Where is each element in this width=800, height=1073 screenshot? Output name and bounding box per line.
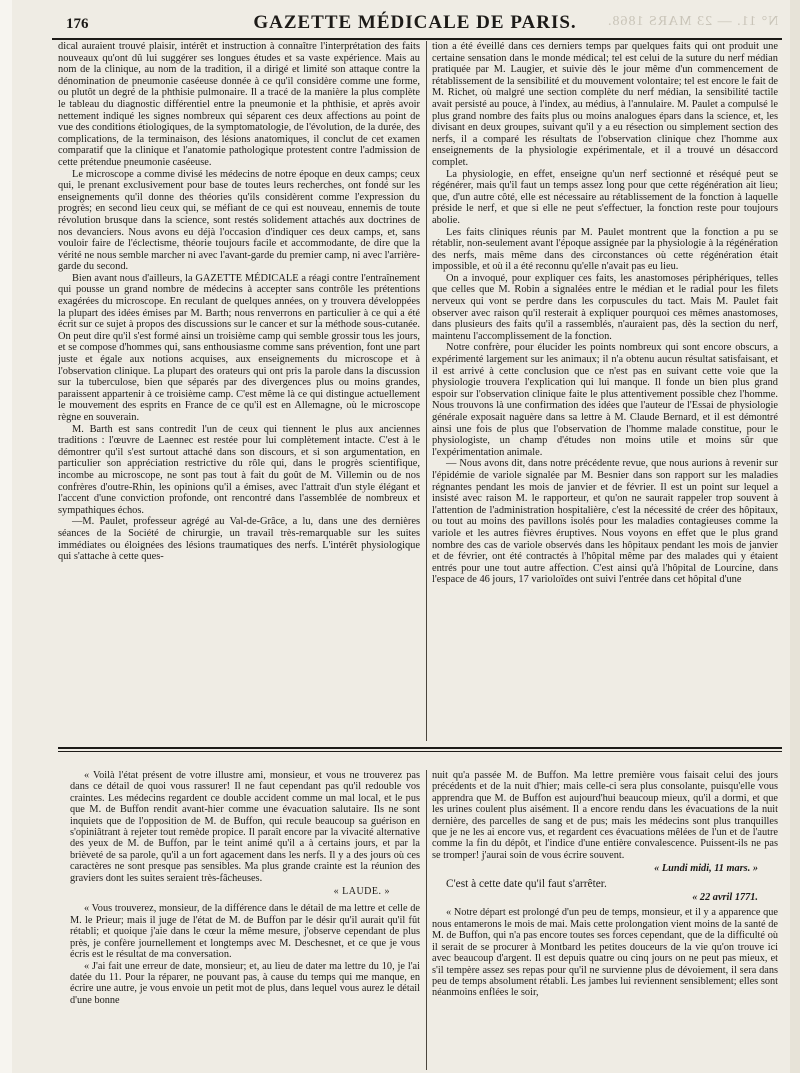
header-rule [52, 38, 782, 40]
paragraph: tion a été éveillé dans ces derniers temps par quelques faits qui ont produit une certaine sensation dans le monde médical; tel est celui de la suture du nerf médian pratiquée par M. Laugier, et suivie dès le jour même d'un commencement de rétablissement de la sensibilité et du mouvement volontaire; tel est encore le fait de M. Richet, où malgré une section complète du nerf médian, la sensibilité tactile avait persisté au pouce, à l'index, au médius, à l'annulaire. M. Paulet a compulsé le plus grand nombre des faits plus ou moins analogues épars dans la science, et, les divisant en deux groupes, suivant qu'il y a eu résection ou simplement section des nerfs, il a comparé les résultats de l'observation clinique chez l'homme aux enseignements de la physiologie expérimentale, et il a trouvé un désaccord complet. [432, 41, 778, 168]
paragraph: Le microscope a comme divisé les médecins de notre époque en deux camps; ceux qui, le prenant exclusivement pour base de toutes leurs recherches, ont fondé sur les enseignements qu'il donne des théories qu'ils considèrent comme l'expression du progrès; en second lieu ceux qui, se méfiant de ce qui est nouveau, ennemis de toute révolution brusque dans la science, sont restés solidement attachés aux doctrines de nos devanciers. Nous avons eu déjà l'occasion d'indiquer ces deux camps, et, sans vouloir faire de l'éclectisme, théorie toujours facile et accommodante, de dire que la vérité ne nous semble marcher ni avec l'avant-garde du premier camp, ni avec l'arrière-garde du second. [58, 168, 420, 273]
feuilleton-column-right [432, 770, 778, 1070]
paragraph: dical auraient trouvé plaisir, intérêt et instruction à connaître l'interprétation des faits nouveaux qu'ont dû lui suggérer ses longues études et sa vaste expérience. Mais au nom de la clinique, au nom de la tradition, il a dirigé et limité son attaque contre la dénomination de pneumonie caséeuse donnée à ce qu'il considère comme une forme, ou plutôt un degré de la phthisie pulmonaire. Il a tracé de la manière la plus complète le tableau du diagnostic différentiel entre la pneumonie et la phthisie, et après avoir nettement indiqué les signes nombreux qui séparent ces deux affections au point de vue des conditions étiologiques, de la symptomatologie, de l'évolution, de la durée, des complications, de la terminaison, des lésions anatomiques, il conclut de cet examen comparatif que la clinique et l'anatomie pathologique protestent contre l'admission de cette prétendue pneumonie caséeuse. [58, 41, 420, 168]
paragraph: Notre confrère, pour élucider les points nombreux qui sont encore obscurs, a expérimenté largement sur les animaux; il n'a obtenu aucun résultat satisfaisant, et il est arrivé à cette conclusion que ce n'est pas en suivant cette voie que la physiologie trouvera l'explication qui lui manque. Il fonde un bien plus grand espoir sur l'observation clinique faite le plus attentivement possible chez l'homme. Nous trouvons là une confirmation des idées que l'auteur de l'Essai de physiologie générale exposait naguère dans sa lettre à M. Claude Bernard, et il est démontré ainsi une fois de plus que l'observation de l'homme malade constitue, pour le physiologiste, un champ d'études non moins utile et moins sûr que l'expérimentation animale. [432, 342, 778, 458]
letter-paragraph: nuit qu'a passée M. de Buffon. Ma lettre première vous faisait celui des jours précédents et de la nuit d'hier; mais celle-ci sera plus consolante, puisqu'elle vous apprendra que M. de Buffon est aujourd'hui beaucoup mieux, qu'il a dormi, et que les urines coulent plus aisément. Il a encore rendu dans les évacuations de la nuit dernière, des parcelles de sang et de pus; mais les médecins sont plus tranquilles que je ne les ai encore vus, et regardent ces évacuations mêlées de l'un et de l'autre comme la fin du dépôt, et l'indice d'une entière convalescence. Puissent-ils ne pas se tromper! j'aurai soin de vous écrire souvent. [432, 770, 778, 861]
column-divider [426, 41, 427, 741]
letter-paragraph: « Notre départ est prolongé d'un peu de temps, monsieur, et il y a apparence que nous entamerons le mois de mai. Mais cette prolongation vient moins de la santé de M. de Buffon, qui n'a pas encore toutes ses forces cependant, que de la difficulté où il serait de se procurer à Montbard les petites douceurs de la vie qu'on trouve ici avec beaucoup d'argent. Il est depuis quatre ou cinq jours on ne peut pas mieux, et s'il tempère assez ses repas pour qu'il ne survienne plus de dévoiement, il sera dans peu de temps absolument rétabli. Les jambes lui reviennent sensiblement; elles sont néanmoins enflées le soir, [432, 907, 778, 999]
feuilleton-rule [58, 747, 782, 749]
feuilleton-rule-thin [58, 751, 782, 752]
page-edge-right [790, 0, 800, 1073]
letter-paragraph: « J'ai fait une erreur de date, monsieur; et, au lieu de dater ma lettre du 10, je l'ai datée du 11. Pour la réparer, ne pouvant pas, à cause du temps qui me manque, en écrire une autre, je vous envoie un petit mot de plus, dans lequel vous aurez le détail d'une bonne [70, 960, 420, 1006]
paragraph: On a invoqué, pour expliquer ces faits, les anastomoses périphériques, telles que celles que M. Robin a signalées entre le médian et le radial pour les filets nerveux qui vont se perdre dans les corpuscules du tact. Mais M. Paulet fait observer avec raison qu'il resterait à expliquer pourquoi ces mêmes anastomoses, dans plusieurs des faits qu'il a rassemblés, n'auraient pas, dès la section du nerf, maintenu l'accomplissement de la fonction. [432, 272, 778, 342]
paragraph: La physiologie, en effet, enseigne qu'un nerf sectionné et réséqué peut se régénérer, mais qu'il faut un temps assez long pour que cette régénération ait lieu; que, d'un autre côté, elle est nécessaire au rétablissement de la fonction à laquelle préside le nerf, et que si elle ne peut s'effectuer, la fonction reste pour toujours abolie. [432, 168, 778, 226]
editor-note: C'est à cette date qu'il faut s'arrêter. [446, 877, 607, 890]
column-divider [426, 770, 427, 1070]
letter-paragraph: « Voilà l'état présent de votre illustre ami, monsieur, et vous ne trouverez pas dans ce détail de quoi vous rassurer! Il ne faut cependant pas qu'il redouble vos craintes. Les médecins regardent ce double accident comme un mal local, et le pus que M. de Buffon rendit avant-hier comme une évacuation salutaire. Ils ne sont inquiets que de l'opposition de M. de Buffon, qui recule beaucoup sa guérison en s'opiniâtrant à rejeter tout remède propice. Il paraît encore par la vivacité alternative des yeux de M. de Buffon, par le teint animé qu'il a à certains jours, et par la brièveté de sa parole, qu'il a un fort agacement dans les nerfs. Il y a des jours où ces caractères ne sont presque pas sensibles. Ma plus grande crainte est la réunion des graviers dont les suites seraient très-fâcheuses. [70, 770, 420, 884]
paragraph: —M. Paulet, professeur agrégé au Val-de-Grâce, a lu, dans une des dernières séances de la Société de chirurgie, un travail très-remarquable sur les suites immédiates ou éloignées des lésions traumatiques des nerfs. L'intérêt physiologique qui s'attache à cette ques- [58, 516, 420, 563]
paragraph: Bien avant nous d'ailleurs, la GAZETTE MÉDICALE a réagi contre l'entraînement qui pousse un grand nombre de médecins à accepter sans contrôle les prétentions exagérées du microscope. En reculant de quelques années, on y trouvera développées la plupart des idées émises par M. Barth; nous renverrons en particulier à ce qui a été écrit sur ce sujet à propos des discussions sur le cancer et sur la méthode sous-cutanée. On peut dire qu'il s'est formé ainsi un troisième camp qui semble grossir tous les jours, et se compose d'hommes qui, sans enthousiasme comme sans prévention, font une part juste et égale aux notions acquises, aux enseignements du microscope et à l'observation clinique. La plupart des orateurs qui ont pris la parole dans la discussion sur la tuberculose, bien que séparés par des divergences plus ou moins grandes, paraissent appartenir à ce troisième camp. C'est même là ce qui distingue actuellement le mouvement des esprits en France de ce qu'il est en Allemagne, où le microscope règne en souverain. [58, 272, 420, 423]
page-number: 176 [66, 16, 89, 32]
paragraph: Les faits cliniques réunis par M. Paulet montrent que la fonction a pu se rétablir, non-seulement avant l'époque assignée par la physiologie à la régénération des nerfs, mais même dans des circonstances où cette régénération était impossible, et où il a été reconnu qu'elle n'avait pas eu lieu. [432, 226, 778, 273]
bleed-through-stamp: N° 11. — 23 MARS 1868. [606, 14, 778, 29]
page-edge-left [0, 0, 12, 1073]
page-header [52, 10, 778, 36]
journal-title: GAZETTE MÉDICALE DE PARIS. [253, 12, 577, 33]
feuilleton-column-left [70, 770, 420, 1070]
column-left-top [58, 41, 420, 741]
letter-paragraph: « Vous trouverez, monsieur, de la différence dans le détail de ma lettre et celle de M. le Prieur; mais il juge de l'état de M. de Buffon par le désir qu'il aurait qu'il fût rétabli; et quoique j'aie dans le cœur la même mesure, j'observe cependant de plus près, je confère journellement et longtemps avec M. Deschesnet, et ce que je vous écris est le résultat de ma conversation. [70, 903, 420, 961]
paragraph: M. Barth est sans contredit l'un de ceux qui tiennent le plus aux anciennes traditions : l'œuvre de Laennec est restée pour lui complètement intacte. C'est à le démontrer qu'il s'est surtout attaché dans son discours, et si son argumentation, en particulier son appréciation restrictive du rôle qui, dans le progrès scientifique, incombe au microscope, ne sont pas tout à fait du goût de M. Villemin ou de nos confrères d'outre-Rhin, les opinions qu'il a émises, avec l'attrait d'un style élégant et l'accent d'une conviction profonde, ont rencontré dans l'assemblée de nombreux et sympathiques échos. [58, 423, 420, 516]
letter-date: « Lundi midi, 11 mars. » [654, 863, 758, 875]
letter-date: « 22 avril 1771. [692, 892, 758, 904]
column-right-top [432, 41, 778, 741]
paragraph: — Nous avons dit, dans notre précédente revue, que nous aurions à revenir sur l'épidémie de variole signalée par M. Besnier dans son rapport sur les maladies régnantes pendant les mois de janvier et de février. Il est un point sur lequel a insisté avec raison M. le rapporteur, et qu'on ne saurait rappeler trop souvent à l'attention de l'administration hospitalière, c'est la nécessité de créer des hôpitaux, ou tout au moins des pavillons isolés pour les maladies contagieuses comme la variole et les autres fièvres éruptives. Nous voyons en effet que le plus grand nombre des cas de variole observés dans les hôpitaux pendant les mois de janvier et de février, ont été contractés à l'hôpital même par des malades qui y étaient entrés pour une tout autre affection. C'est ainsi qu'à l'hôpital de Lourcine, dans l'espace de 46 jours, 17 varioloïdes ont suivi l'entrée dans cet hôpital d'une [432, 458, 778, 586]
letter-signature: « LAUDE. » [333, 886, 390, 898]
